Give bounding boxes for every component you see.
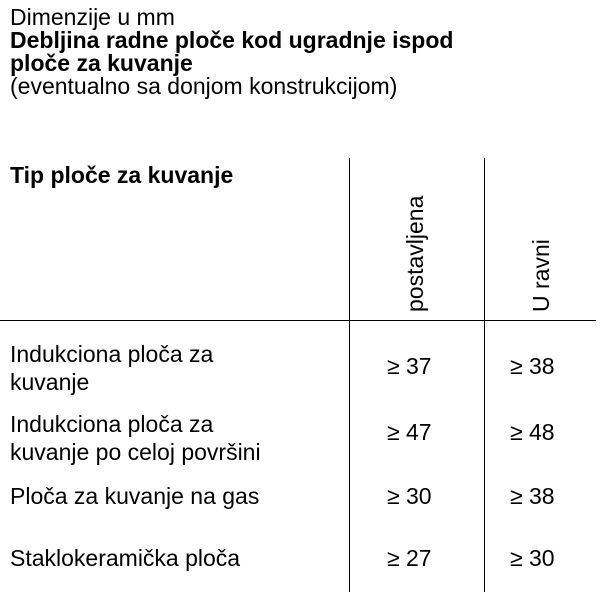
header-divider — [0, 320, 596, 321]
document-header — [10, 6, 595, 98]
table-cell-value: ≥ 48 — [510, 419, 555, 445]
table-cell-value: ≥ 30 — [510, 545, 555, 571]
table-cell-value: ≥ 27 — [387, 545, 432, 571]
table-row-label: Indukciona ploča za kuvanje po celoj površini — [10, 411, 261, 465]
column-divider-1 — [349, 158, 350, 592]
table-row-label: Staklokeramička ploča — [10, 545, 241, 571]
table-cell-value: ≥ 30 — [387, 483, 432, 509]
table-cell-value: ≥ 38 — [510, 483, 555, 509]
table-cell-value: ≥ 38 — [510, 353, 555, 379]
table-cell-value: ≥ 37 — [387, 353, 432, 379]
column-header-hob-type: Tip ploče za kuvanje — [10, 162, 234, 188]
units-note: Dimenzije u mm — [10, 4, 175, 30]
table-cell-value: ≥ 47 — [387, 419, 432, 445]
table-row-label: Indukciona ploča za kuvanje — [10, 341, 214, 395]
page-title-line-1: Debljina radne ploče kod ugradnje ispod — [10, 27, 454, 53]
page-subtitle: (eventualno sa donjom konstrukcijom) — [10, 73, 398, 99]
page-title-line-2: ploče za kuvanje — [10, 50, 193, 76]
column-header-postavljena: postavljena — [402, 195, 428, 312]
column-header-u-ravni: U ravni — [528, 239, 554, 312]
column-divider-2 — [484, 158, 485, 592]
table-row-label: Ploča za kuvanje na gas — [10, 483, 260, 509]
